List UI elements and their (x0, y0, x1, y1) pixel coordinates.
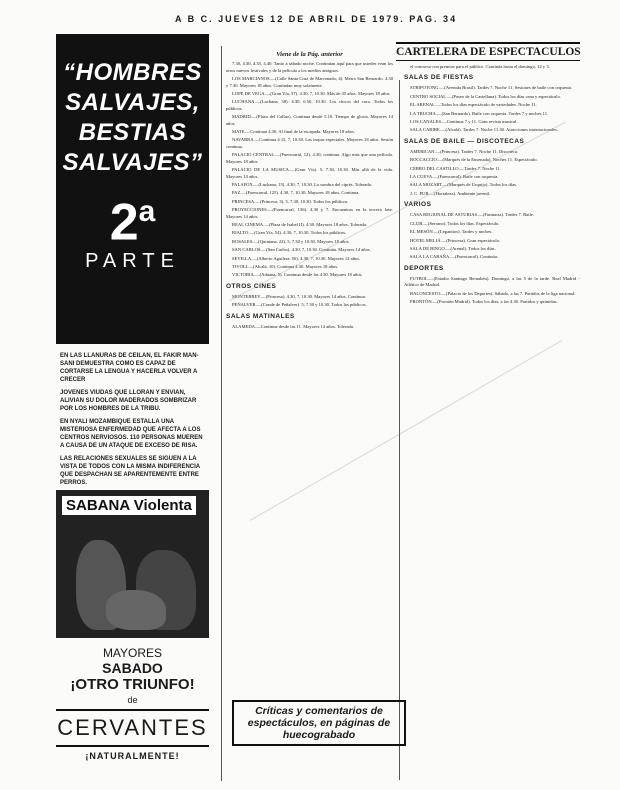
listing-entry: ROSALES.—(Quintana, 22). 5, 7.30 y 10.30. Mayores 18 años. (232, 238, 350, 244)
ad-tagline: ¡OTRO TRIUNFO! (70, 676, 195, 693)
varios-listings (404, 212, 580, 260)
ad-cinema-name: CERVANTES (56, 709, 209, 747)
listing-entry: LOS CANALES.—Continua 7 y 11. Gran revista musical. (410, 119, 518, 125)
ad-title-line: BESTIAS (78, 119, 187, 146)
page-header: A B C. JUEVES 12 DE ABRIL DE 1979. PAG. 34 (175, 14, 458, 24)
section-heading: SALAS DE BAILE — DISCOTECAS (404, 137, 525, 145)
critics-line: huecograbado (282, 729, 356, 741)
ad-title-box (56, 34, 209, 344)
section-heading: VARIOS (404, 201, 432, 209)
critics-line: Críticas y comentarios de (255, 705, 383, 717)
deportes-listings (404, 276, 580, 306)
listing-entry: BOCCACCIO.—(Marqués de la Ensenada). Noches 11. Espectáculo. (410, 157, 538, 163)
listing-entry: PROYECCIONES.—(Fuencarral, 136). 4.30 y 7. Encuentros en la tercera fase. Mayores 14 años. (226, 207, 393, 219)
ad-part-label: PARTE (85, 250, 180, 273)
listing-entry: RIALTO.—(Gran Vía, 54). 4.30, 7, 10.30. Todos los públicos. (232, 230, 347, 236)
listing-entry: SEVILLA.—(Alberto Aguilera, 56). 4.30, 7, 10.30. Mayores 14 años. (232, 255, 361, 261)
ad-description (60, 352, 205, 492)
critics-line: espectáculos, en páginas de (247, 717, 391, 729)
film-advertisement (56, 34, 209, 786)
listing-entry: PAZ.—(Fuencarral, 125). 4.30, 7, 10.30. Mayores 18 años. Continua. (232, 190, 360, 196)
listing-entry: SALA DE BINGO.—(Arenal). Todos los días. (410, 245, 496, 251)
column-divider (221, 46, 222, 781)
listing-entry: PRINCESA.—(Princesa, 3). 5, 7.30, 10.30. Todos los públicos. (232, 198, 349, 204)
listing-entry: MATE.—Continua 4.30. Al final de la escapada. Mayores 18 años. (232, 129, 355, 135)
section-heading: DEPORTES (404, 264, 444, 272)
section-heading: SALAS DE FIESTAS (404, 74, 474, 82)
listing-entry: NAVARRA.—Continua 4.15, 7, 10.30. Las tropas especiales. Mayores 18 años. Sesión continua. (226, 137, 393, 149)
section-heading: OTROS CINES (226, 282, 277, 290)
listing-entry: TIVOLI.—(Alcalá, 10). Continua 4.30. Mayores 18 años. (232, 263, 339, 269)
ad-paragraph: EN LAS LLANURAS DE CEILAN, EL FAKIR MAN-SANI DEMUESTRA COMO ES CAPAZ DE CORTARSE LA LENGUA Y HACERLA VOLVER A CRECER (60, 353, 199, 383)
other-cinemas-listings (226, 294, 393, 309)
listing-entry: MONTERREY.—(Princesa). 4.30, 7, 10.30. Mayores 14 años. Continua. (232, 293, 366, 299)
intro-text: el concurso con premios para el público. Continúa hasta el domingo, 12 y 3. (410, 64, 550, 69)
listing-entry: FRONTÓN.—(Frontón Madrid). Todos los días, a las 4.30. Partidos y quinielas. (410, 298, 558, 304)
baile-listings (404, 149, 580, 197)
listing-entry: CLUB.—(Serrano). Todos los días. Espectáculo. (410, 220, 500, 226)
ad-part-number: 2$^a$ (109, 193, 156, 252)
column-divider (399, 80, 400, 780)
listing-entry: BALONCESTO.—(Palacio de los Deportes). Sábado, a las 7. Partidos de la liga nacional. (410, 290, 576, 296)
ad-de: de (127, 695, 138, 705)
poster-figure-shape (106, 590, 166, 630)
listing-entry: J. C. PUB.—(Hortaleza). Ambiente juvenil. (410, 190, 491, 196)
ad-paragraph: LAS RELACIONES SEXUALES SE SIGUEN A LA VISTA DE TODOS CON LA MISMA INDIFERENCIA QUE DESPACHAN SE APARENTEMENTE ENTRE PERROS. (60, 456, 200, 486)
listing-entry: CASA REGIONAL DE ASTURIAS.—(Farmacia). Tardes 7. Baile. (410, 212, 534, 218)
matinal-listings (226, 324, 393, 330)
continued-note: Viene de la Pág. anterior (276, 51, 343, 58)
listing-entry: EL ARENAL.—Todos los días espectáculo de variedades. Noche 11. (410, 102, 537, 108)
poster-title: SABANA Violenta (62, 496, 196, 515)
ad-title-line: “HOMBRES (63, 59, 202, 86)
listing-entry: PALAFOX.—(Luchana, 15). 4.30, 7, 10.30. La sombra del ciprés. Tolerada. (232, 181, 372, 187)
critics-box (232, 700, 406, 746)
listing-entry: LUCHANA.—(Luchana, 38). 4.30, 6.50, 10.30. Los chicos del coro. Todos los públicos. (226, 99, 393, 111)
ad-paragraph: EN NYALI MOZAMBIQUE ESTALLA UNA MISTERIOSA ENFERMEDAD QUE AFECTA A LOS CENTROS NERVIOSOS. 110 PERSONAS MUEREN A CAUSA DE UN ATAQUE DE EXCESO DE RISA. (60, 419, 203, 449)
listing-entry: LOS MARCIANOS.—(Calle Santa Cruz de Marcenado, 4). Metro San Bernardo. 4.30 y 7.30. Mayores 18 años. Continúan muy solamente. (226, 76, 393, 88)
cartelera-title: CARTELERA DE ESPECTACULOS (396, 42, 580, 61)
ad-title-line: SALVAJES, (65, 89, 200, 116)
listing-entry: MADRID.—(Plaza del Callao). Continua desde 5.10. Tiempo de gloria. Mayores 14 años. (226, 114, 393, 126)
listing-entry: STRIPOTONG.—(Avenida Brasil). Tardes 7. Noche 11. Sesiones de baile con orquesta. (410, 85, 572, 91)
listing-entry: AMERICAN.—(Princesa). Tardes 7. Noche 11. Discoteca. (410, 148, 519, 154)
listing-entry: 7.30, 4.30, 4.35, 4.40. Tanto a sábado noche. Continúan aquí para que ustedes vean los otros nuevos festivales y de la película a los medios antiguos. (226, 61, 393, 73)
listing-entry: LA TRUCHA.—(San Bernardo). Baile con orquesta. Tardes 7 y noches 11. (410, 110, 549, 116)
listing-entry: EL MESÓN.—(Leganitos). Tardes y noches. (410, 229, 493, 235)
listing-entry: VICTORIA.—(Aduana, 5). Continua desde las 4.30. Mayores 18 años. (232, 272, 363, 278)
listing-entry: PALACIO CENTRAL.—(Fuencarral, 12). 4.30, continua. Algo más que una película. Mayores 18 años. (226, 152, 393, 164)
ad-title-line: SALVAJES” (62, 149, 203, 176)
ad-bottom (56, 644, 209, 761)
listing-entry: LOPE DE VEGA.—(Gran Vía, 57). 4.30, 7, 10.30. Más de 45 años. Mayores 18 años. (232, 91, 391, 97)
section-heading: SALAS MATINALES (226, 312, 295, 320)
listing-entry: PEÑALVER.—(Conde de Peñalver). 5, 7.30 y 10.30. Todos los públicos. (232, 302, 367, 308)
listing-entry: SALA LA CABAÑA.—(Fuencarral). Continúa. (410, 254, 499, 260)
cinema-listings (226, 61, 393, 278)
ad-paragraph: JOVENES VIUDAS QUE LLORAN Y ENVIAN, ALIVIAN SU DOLOR MADERADOS SOMBRIZAR POR LOS HOMBRES DE LA TRIBU. (60, 390, 197, 412)
ad-slogan: ¡NATURALMENTE! (85, 751, 180, 761)
listing-entry: CENTRO SOCIAL.—(Paseo de la Castellana). Todos los días cena y espectáculo. (410, 93, 562, 99)
listing-entry: FUTBOL.—(Estadio Santiago Bernabéu). Domingo, a las 5 de la tarde. Real Madrid - Atlético de Madrid. (404, 275, 580, 288)
listing-entry: ALAMEDA.—Continua desde las 11. Mayores 14 años. Tolerada. (232, 323, 355, 329)
ad-rating: MAYORES (102, 646, 163, 660)
listing-entry: HOTEL MELIÁ.—(Princesa). Gran espectáculo. (410, 237, 501, 243)
listing-entry: REAL CINEMA.—(Plaza de Isabel II). 4.30. Mayores 18 años. Tolerada. (232, 221, 368, 227)
listing-entry: PALACIO DE LA MUSICA.—(Gran Vía). 5, 7.30, 10.30. Más allá de la vida. Mayores 14 años. (226, 167, 393, 179)
right-column (404, 64, 580, 780)
middle-column (226, 50, 393, 695)
listing-entry: CERRO DEL CASTILLO.—Tardes 7. Noche 11. (410, 165, 501, 171)
listing-entry: SALA MOZART.—(Marqués de Urquijo). Todos los días. (410, 182, 518, 188)
listing-entry: SAN CARLOS.—(San Carlos). 4.30, 7, 10.30. Continúa. Mayores 14 años. (232, 247, 371, 253)
listing-entry: LA CUEVA.—(Fuencarral). Baile con orquesta. (410, 174, 499, 180)
poster-image (56, 490, 209, 638)
ad-day: SABADO (102, 660, 163, 676)
ad-title (56, 58, 209, 178)
listing-entry: SALA CARIBE.—(Alcalá). Tardes 7. Noche 11.30. Atracciones internacionales. (410, 127, 559, 133)
